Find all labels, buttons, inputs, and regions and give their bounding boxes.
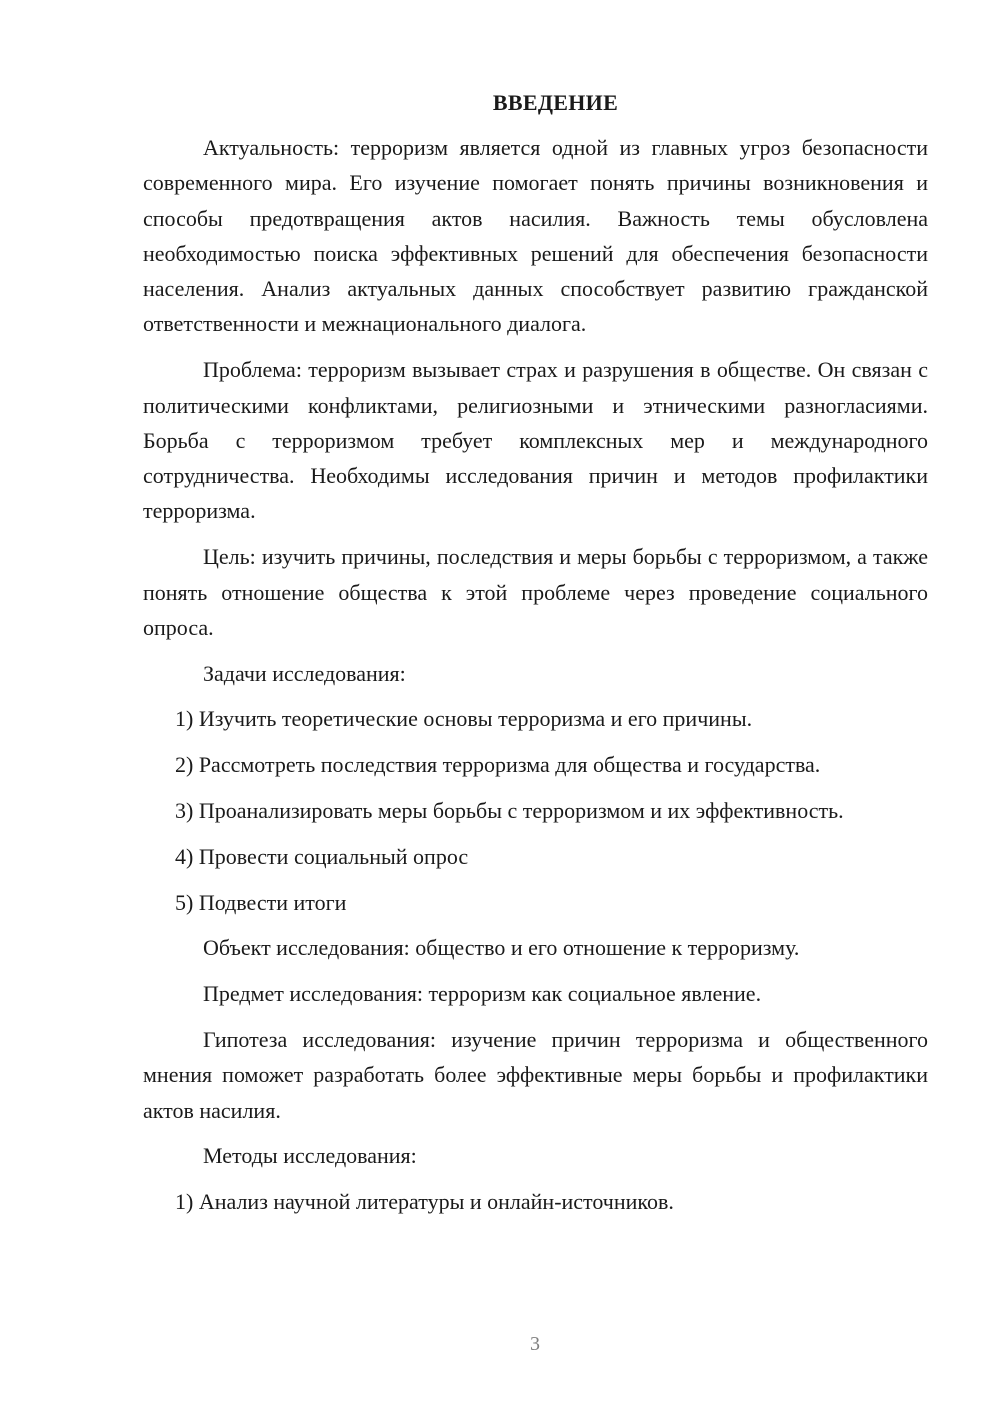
task-item-1: 1) Изучить теоретические основы терроризма и его причины.: [175, 706, 753, 732]
paragraph-object: Объект исследования: общество и его отношение к терроризму.: [203, 935, 800, 961]
paragraph-relevance: Актуальность: терроризм является одной из главных угроз безопасности современного мира. Его изучение помогает понять причины возникновения и способы предотвращения актов насилия. Важность темы обусловлена необходимостью поиска эффективных решений для обеспечения безопасности населения. Анализ актуальных данных способствует развитию гражданской ответственности и межнационального диалога.: [143, 135, 928, 337]
paragraph-subject: Предмет исследования: терроризм как социальное явление.: [203, 981, 762, 1007]
page-number: 3: [530, 1333, 540, 1355]
paragraph-methods-title: Методы исследования:: [203, 1143, 417, 1169]
document-page: [143, 90, 928, 1230]
paragraph-goal: Цель: изучить причины, последствия и меры борьбы с терроризмом, а также понять отношение общества к этой проблеме через проведение социального опроса.: [143, 544, 928, 640]
paragraph-tasks-title: Задачи исследования:: [203, 660, 406, 686]
task-item-3: 3) Проанализировать меры борьбы с терроризмом и их эффективность.: [175, 798, 844, 824]
task-item-2: 2) Рассмотреть последствия терроризма для общества и государства.: [175, 752, 821, 778]
task-item-5: 5) Подвести итоги: [175, 889, 347, 915]
document-heading: ВВЕДЕНИЕ: [492, 90, 619, 115]
task-item-4: 4) Провести социальный опрос: [175, 843, 469, 869]
paragraph-problem: Проблема: терроризм вызывает страх и разрушения в обществе. Он связан с политическими конфликтами, религиозными и этническими разногласиями. Борьба с терроризмом требует комплексных мер и международного сотрудничества. Необходимы исследования причин и методов профилактики терроризма.: [143, 357, 928, 524]
method-item-1: 1) Анализ научной литературы и онлайн-источников.: [175, 1189, 674, 1215]
paragraph-hypothesis: Гипотеза исследования: изучение причин терроризма и общественного мнения поможет разработать более эффективные меры борьбы и профилактики актов насилия.: [143, 1027, 928, 1123]
